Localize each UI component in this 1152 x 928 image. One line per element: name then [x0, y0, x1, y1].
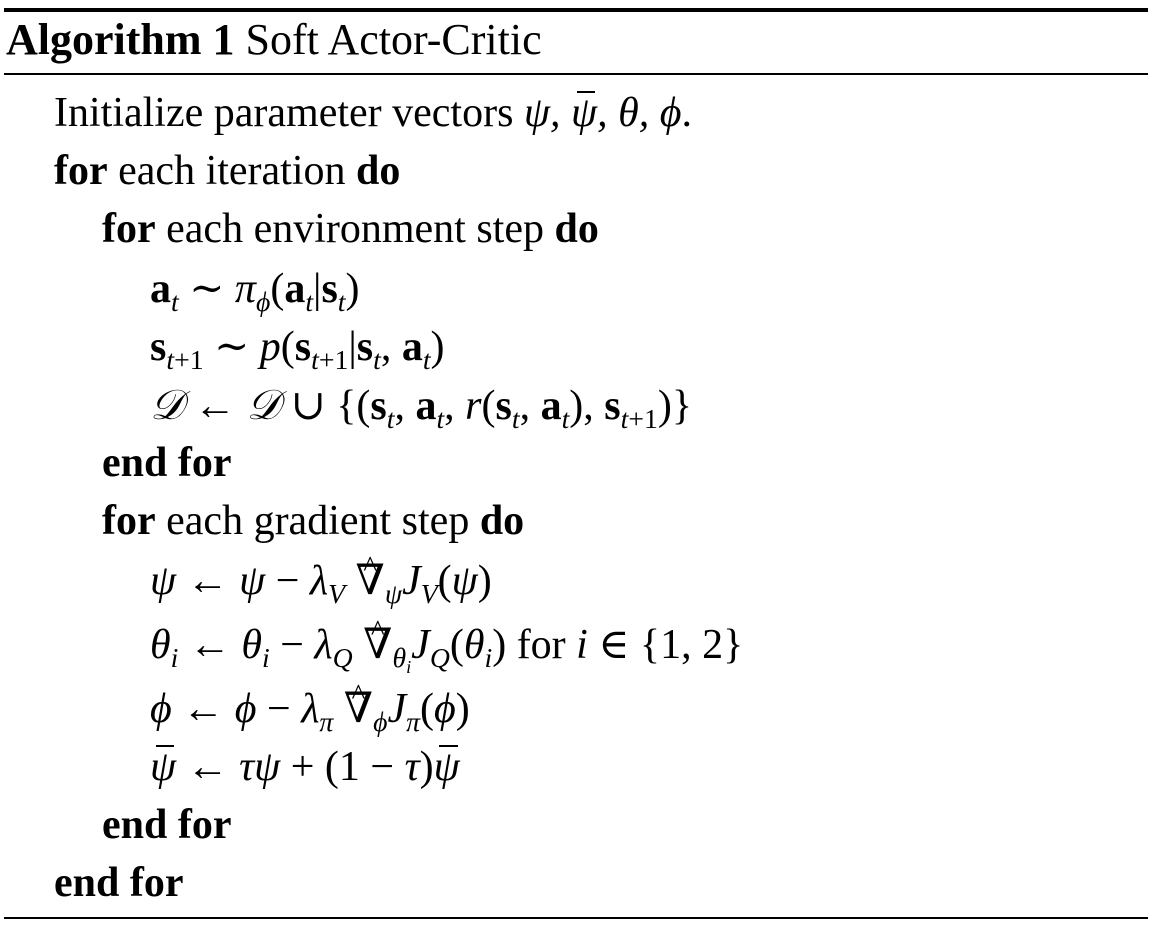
line-initialize: Initialize parameter vectors ψ, ψ, θ, ϕ.	[54, 90, 692, 136]
line-q-update	[150, 620, 744, 677]
kw-do: do	[554, 206, 599, 252]
policy-update-math: ϕ ← $\phi - \lambda_\pi$ ^ $\nabla_\phi J_\pi(\phi)$	[150, 686, 470, 732]
kw-for: for	[54, 148, 108, 194]
line-grad-for	[102, 496, 524, 546]
line-outer-end-for	[54, 858, 184, 908]
index-set-math: i ∈ {1, 2}	[576, 622, 744, 668]
line-grad-end-for	[102, 800, 232, 850]
line-action-sample	[150, 264, 360, 317]
line-target-update	[150, 742, 460, 792]
state-transition-math: $s_{t+1}$ ∼ $p(s_{t+1}|s_t$, $a_t$)	[150, 324, 445, 375]
action-sample-math: $a_t$ ∼ $\pi_\phi(a_t|s_t)$	[150, 266, 360, 317]
kw-for: for	[102, 206, 156, 252]
value-update-math: ψ ← $\psi - \lambda_V$ ^ $\nabla_\psi J_V(\psi)$	[150, 558, 492, 604]
algorithm-label: Algorithm 1	[6, 15, 235, 64]
line-value-update	[150, 556, 492, 609]
line-env-for	[102, 204, 599, 254]
init-params-math: ψ, ψ, θ, ϕ	[523, 90, 682, 136]
kw-end-for: end for	[54, 860, 184, 906]
initialize-text: Initialize parameter vectors	[54, 90, 514, 136]
env-loop-text: each environment step	[166, 206, 544, 252]
kw-do: do	[356, 148, 401, 194]
top-rule	[4, 8, 1148, 12]
bottom-rule	[4, 917, 1148, 919]
q-update-math: $\theta_i$ ← $\theta_i - \lambda_Q$ ^ $\nabla_{\theta_i}J_Q(\theta_i)$	[150, 622, 506, 668]
outer-loop-text: each iteration	[118, 148, 346, 194]
line-buffer-update	[150, 380, 693, 434]
for-i-text: for	[516, 622, 566, 668]
kw-end-for: end for	[102, 802, 232, 848]
line-outer-for	[54, 146, 400, 196]
line-policy-update	[150, 684, 470, 737]
algorithm-title: Soft Actor-Critic	[245, 15, 542, 64]
grad-loop-text: each gradient step	[166, 498, 470, 544]
line-env-end-for	[102, 438, 232, 488]
caption-rule	[4, 73, 1148, 75]
line-state-transition	[150, 322, 445, 375]
kw-end-for: end for	[102, 440, 232, 486]
kw-for: for	[102, 498, 156, 544]
kw-do: do	[479, 498, 525, 544]
buffer-update-math: 𝒟 ← 𝒟 ∪ {($s_t$, $a_t$, $r(s_t$, $a_t$), $s_{t+1}$)}	[150, 380, 693, 434]
algorithm-caption	[6, 14, 542, 66]
target-update-math: ψ ← τψ + (1 − τ)ψ	[150, 744, 460, 790]
